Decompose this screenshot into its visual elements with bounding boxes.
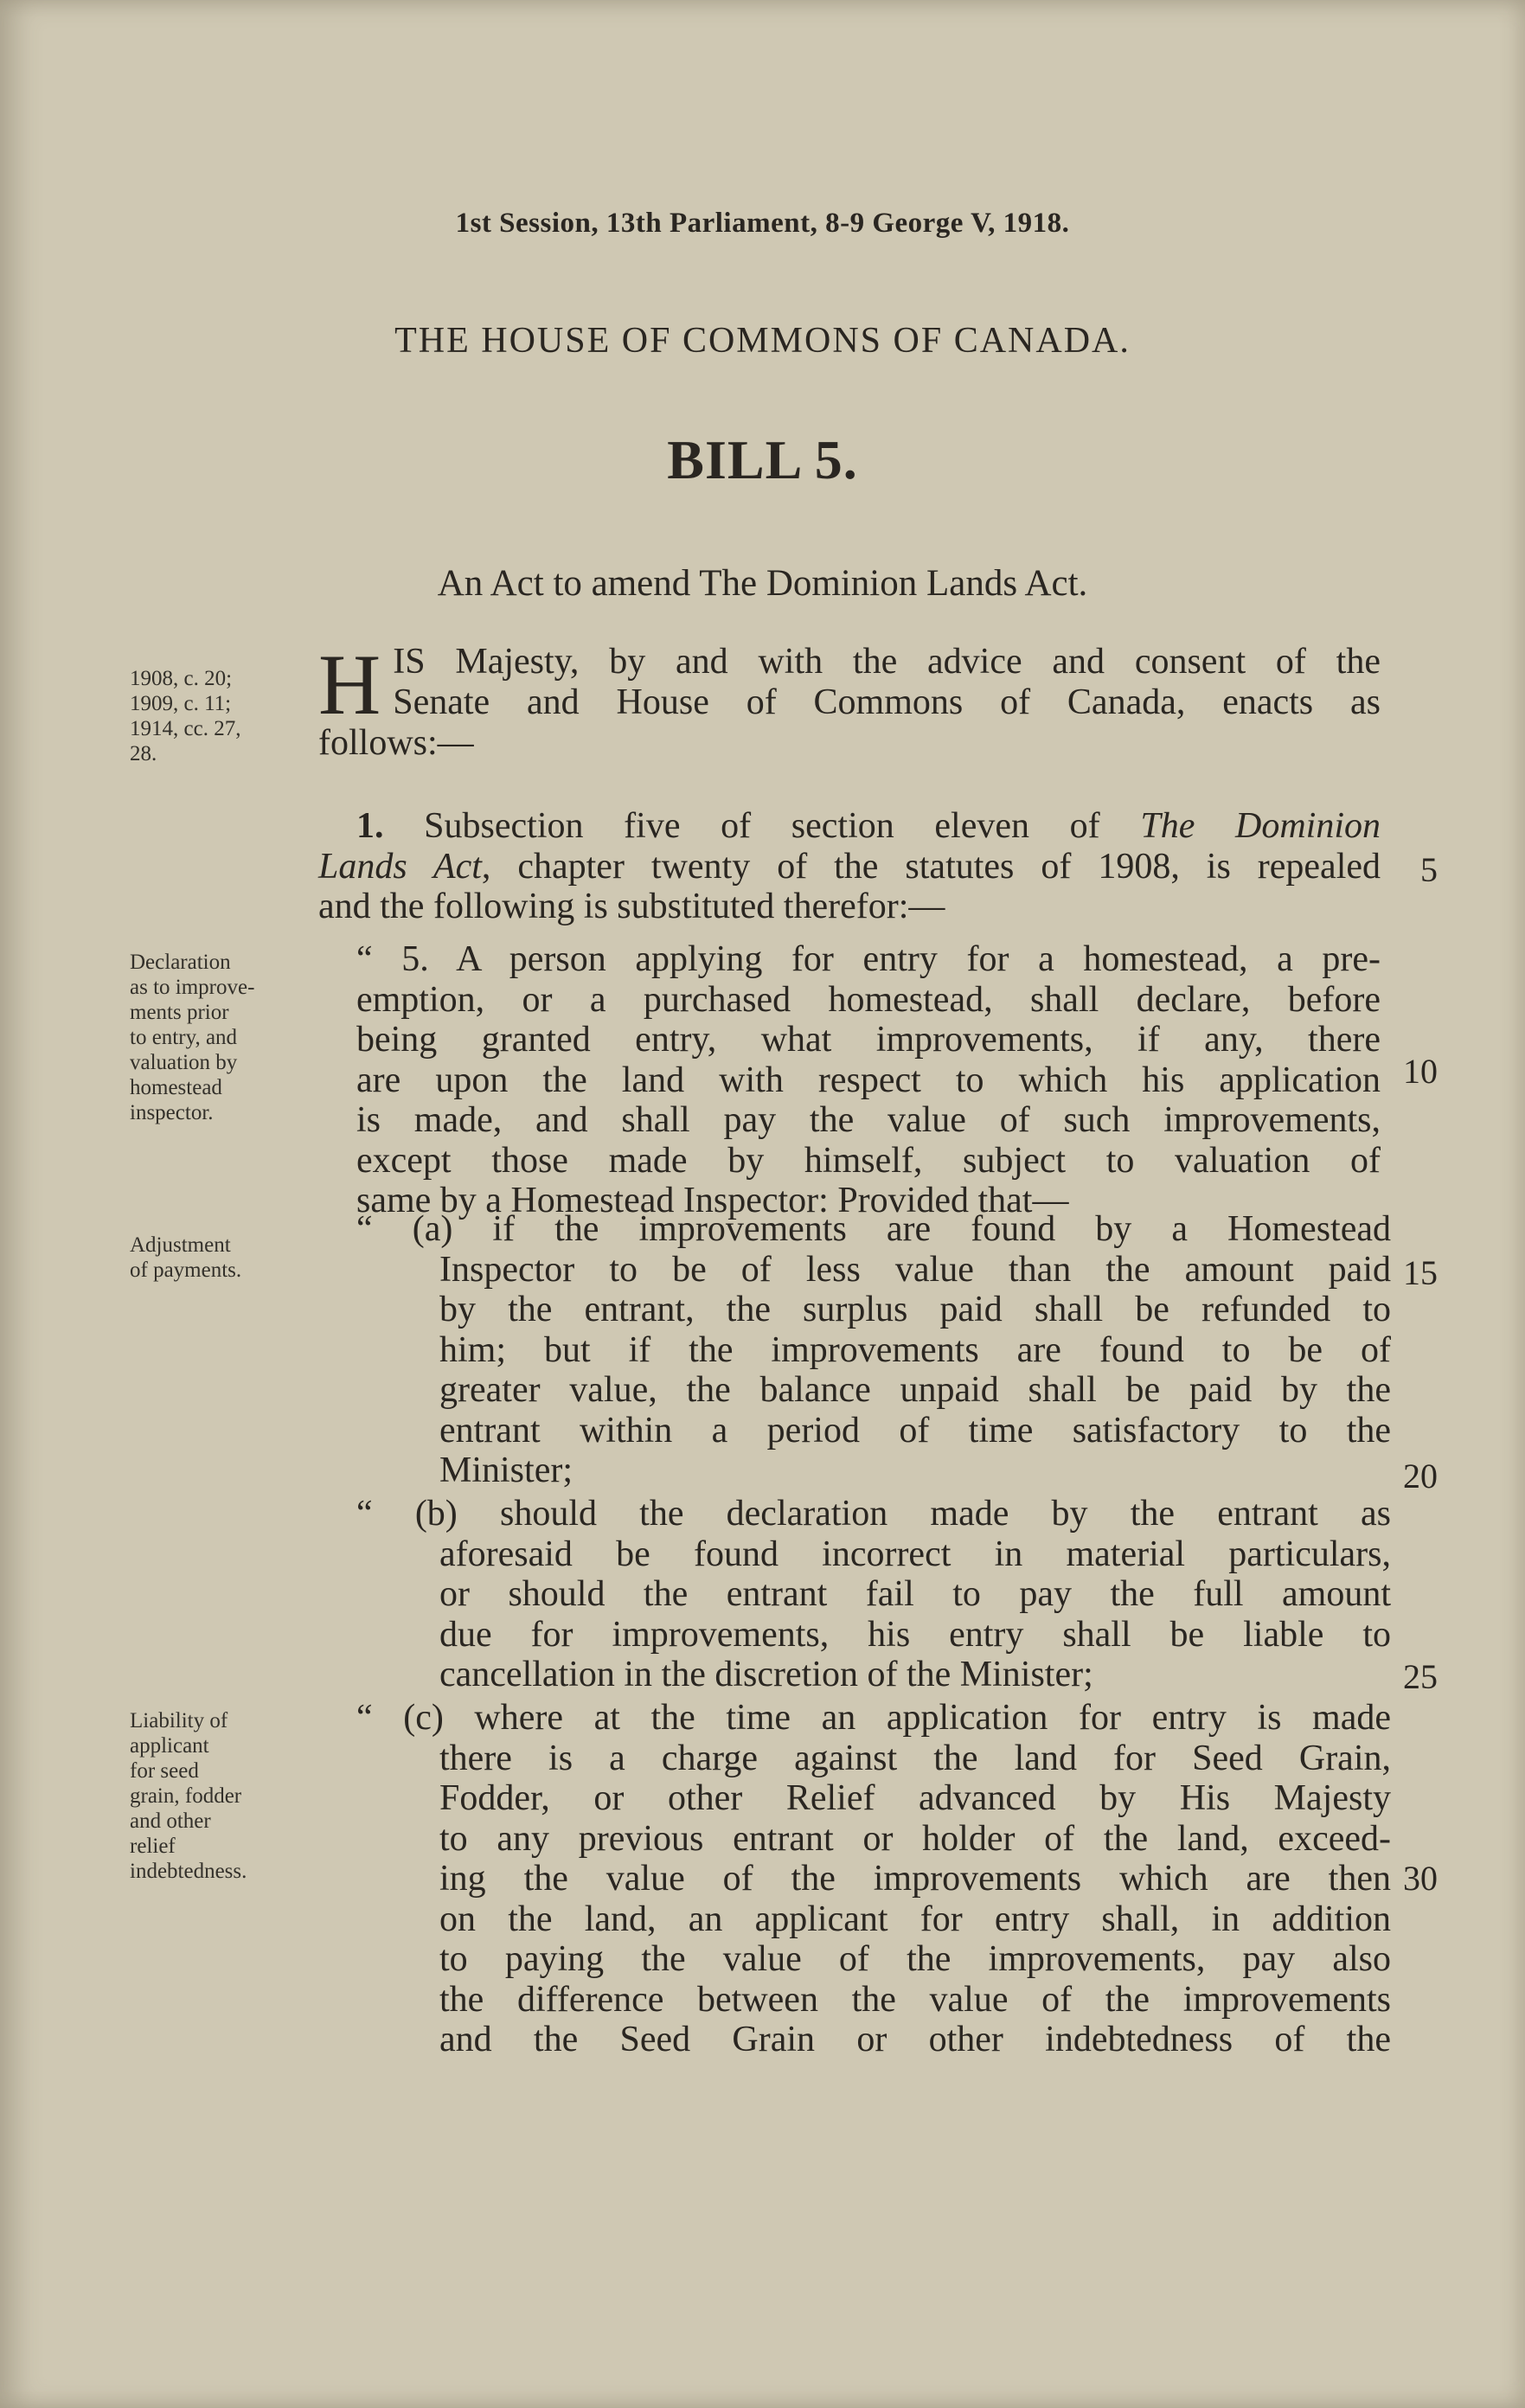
session-heading: 1st Session, 13th Parliament, 8-9 George V, 1918.	[455, 208, 1070, 239]
text-fragment: , chapter twenty of the statutes of 1908, is repealed	[481, 846, 1381, 887]
text-line: the difference between the value of the improvements	[439, 1979, 1391, 2020]
text-line: due for improvements, his entry shall be liable to	[439, 1614, 1391, 1655]
house-heading: THE HOUSE OF COMMONS OF CANADA.	[394, 321, 1131, 361]
margin-line: for seed	[130, 1759, 199, 1783]
text-line	[318, 806, 1381, 847]
margin-note-citation	[130, 666, 311, 766]
margin-line: 28.	[130, 742, 157, 765]
subsection-5	[356, 939, 1381, 1221]
margin-line: Liability of	[130, 1709, 228, 1732]
margin-line: Adjustment	[130, 1233, 231, 1257]
margin-line: relief	[130, 1835, 176, 1858]
text-line: on the land, an applicant for entry shall, in addition	[439, 1899, 1391, 1939]
line-number: 15	[1403, 1253, 1438, 1292]
margin-line: grain, fodder	[130, 1784, 242, 1808]
text-line: entrant within a period of time satisfactory to the	[439, 1410, 1391, 1451]
text-fragment: Subsection five of section eleven of	[383, 806, 1141, 846]
text-line: to paying the value of the improvements, pay also	[439, 1939, 1391, 1979]
margin-line: of payments.	[130, 1258, 242, 1282]
text-line: aforesaid be found incorrect in material particulars,	[439, 1534, 1391, 1574]
text-line: cancellation in the discretion of the Minister;	[439, 1655, 1093, 1694]
section-1	[318, 806, 1381, 927]
text-line: and the Seed Grain or other indebtedness of the	[439, 2020, 1391, 2059]
text-line: “ (a) if the improvements are found by a Homestead	[356, 1209, 1391, 1249]
margin-line: indebtedness.	[130, 1860, 247, 1883]
text-line: there is a charge against the land for Seed Grain,	[439, 1738, 1391, 1778]
text-line: Fodder, or other Relief advanced by His Majesty	[439, 1778, 1391, 1818]
text-line: ing the value of the improvements which are then	[439, 1859, 1391, 1899]
margin-line: 1914, cc. 27,	[130, 717, 241, 740]
text-line: Inspector to be of less value than the amount paid	[439, 1249, 1391, 1290]
margin-line: valuation by	[130, 1051, 238, 1074]
margin-note-liability	[130, 1708, 311, 1884]
text-line: Minister;	[439, 1451, 573, 1490]
text-line: same by a Homestead Inspector: Provided that—	[356, 1181, 1069, 1220]
text-line: Senate and House of Commons of Canada, enacts as	[393, 682, 1381, 722]
text-line: to any previous entrant or holder of the land, exceed-	[439, 1818, 1391, 1859]
text-line: and the following is substituted therefor:—	[318, 887, 945, 926]
text-line: follows:—	[318, 723, 474, 763]
line-number: 25	[1403, 1657, 1438, 1696]
text-line: is made, and shall pay the value of such improvements,	[356, 1100, 1381, 1140]
text-line: greater value, the balance unpaid shall be paid by the	[439, 1370, 1391, 1410]
text-line: him; but if the improvements are found to be of	[439, 1329, 1391, 1370]
text-line: emption, or a purchased homestead, shall declare, before	[356, 979, 1381, 1020]
margin-line: to entry, and	[130, 1026, 238, 1049]
margin-line: homestead	[130, 1076, 222, 1099]
line-number: 20	[1403, 1457, 1438, 1495]
margin-note-declaration	[130, 950, 311, 1125]
text-line: being granted entry, what improvements, if any, there	[356, 1020, 1381, 1060]
text-line: are upon the land with respect to which his application	[356, 1060, 1381, 1100]
section-number: 1.	[356, 806, 384, 846]
margin-note-adjustment	[130, 1233, 311, 1283]
line-number: 10	[1403, 1052, 1438, 1091]
text-line: “ (c) where at the time an application for entry is made	[356, 1698, 1391, 1738]
margin-line: as to improve-	[130, 976, 255, 999]
text-line	[318, 847, 1381, 887]
paragraph-c	[356, 1698, 1391, 2060]
enacting-clause	[318, 637, 1381, 764]
line-number: 30	[1403, 1859, 1438, 1898]
bill-title: BILL 5.	[667, 429, 858, 490]
act-subtitle: An Act to amend The Dominion Lands Act.	[437, 563, 1088, 604]
margin-line: Declaration	[130, 951, 231, 974]
act-title-italic: Lands Act	[318, 846, 482, 887]
margin-line: ments prior	[130, 1001, 229, 1024]
margin-line: 1908, c. 20;	[130, 667, 233, 690]
margin-line: inspector.	[130, 1101, 214, 1124]
paragraph-a	[356, 1209, 1391, 1491]
text-line: IS Majesty, by and with the advice and consent of the	[393, 642, 1381, 682]
margin-line: applicant	[130, 1734, 209, 1758]
margin-line: and other	[130, 1809, 211, 1833]
paragraph-b	[356, 1494, 1391, 1695]
line-number: 5	[1420, 850, 1438, 889]
margin-line: 1909, c. 11;	[130, 692, 232, 715]
act-title-italic: The Dominion	[1140, 806, 1381, 846]
drop-cap: H	[318, 637, 381, 733]
text-line: by the entrant, the surplus paid shall be refunded to	[439, 1290, 1391, 1329]
text-line: “ 5. A person applying for entry for a homestead, a pre-	[356, 939, 1381, 979]
text-line: except those made by himself, subject to valuation of	[356, 1140, 1381, 1181]
text-line: or should the entrant fail to pay the full amount	[439, 1574, 1391, 1614]
text-line: “ (b) should the declaration made by the entrant as	[356, 1494, 1391, 1534]
